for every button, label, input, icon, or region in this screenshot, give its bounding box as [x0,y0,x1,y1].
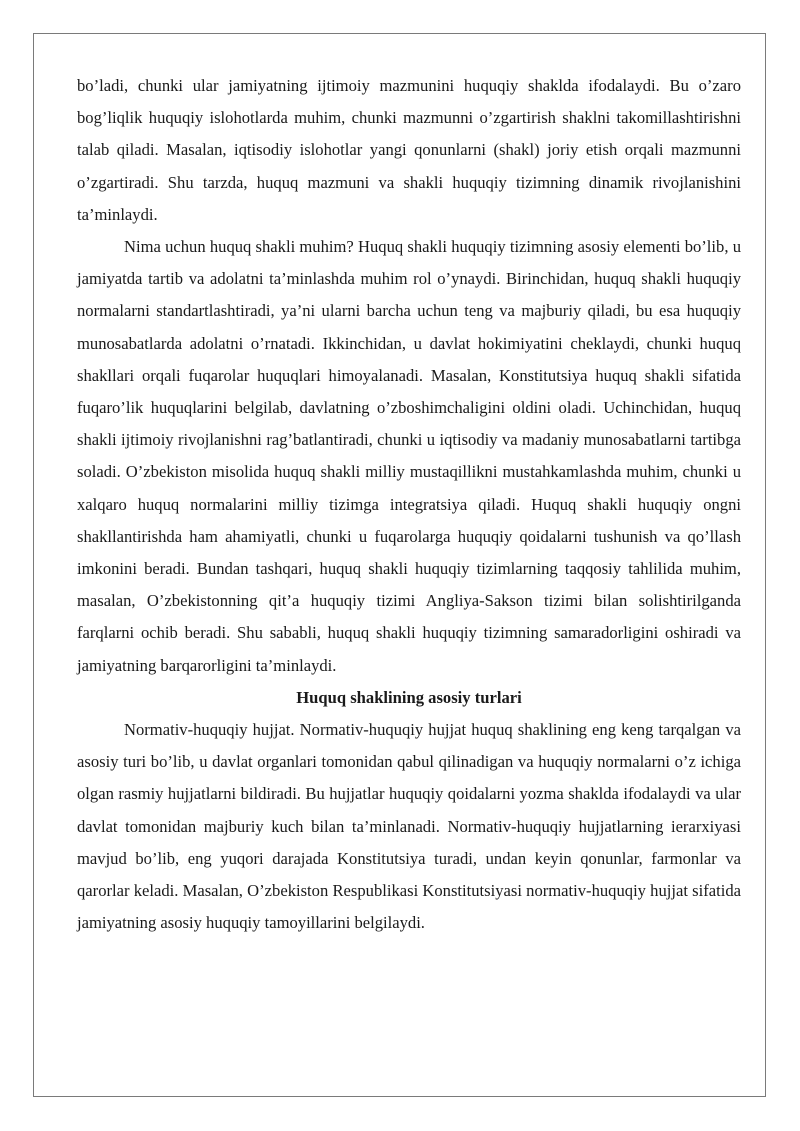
document-body [77,70,741,939]
section-heading: Huquq shaklining asosiy turlari [296,687,522,707]
paragraph-continuation: bo’ladi, chunki ular jamiyatning ijtimoiy mazmunini huquqiy shaklda ifodalaydi. Bu o’zaro bog’liqlik huquqiy islohotlarda muhim, chunki mazmunni o’zgartirish shaklni takomillashtirishni talab qiladi. Masalan, iqtisodiy islohotlar yangi qonunlarni (shakl) joriy etish orqali mazmunni o’zgartiradi. Shu tarzda, huquq mazmuni va shakli huquqiy tizimning dinamik rivojlanishini ta’minlaydi. [77,76,741,224]
paragraph-why-form-matters: Nima uchun huquq shakli muhim? Huquq shakli huquqiy tizimning asosiy elementi bo’lib, u jamiyatda tartib va adolatni ta’minlashda muhim rol o’ynaydi. Birinchidan, huquq shakli huquqiy normalarni standartlashtiradi, ya’ni ularni barcha uchun teng va majburiy qiladi, bu esa huquqiy munosabatlarda adolatni o’rnatadi. Ikkinchidan, u davlat hokimiyatini cheklaydi, chunki huquq shakllari orqali fuqarolar huquqlari himoyalanadi. Masalan, Konstitutsiya huquq shakli sifatida fuqaro’lik huquqlarini belgilab, davlatning o’zboshimchaligini oldini oladi. Uchinchidan, huquq shakli ijtimoiy rivojlanishni rag’batlantiradi, chunki u iqtisodiy va madaniy munosabatlarni tartibga soladi. O’zbekiston misolida huquq shakli milliy mustaqillikni mustahkamlashda muhim, chunki u xalqaro huquq normalarini milliy tizimga integratsiya qiladi. Huquq shakli huquqiy ongni shakllantirishda ham ahamiyatli, chunki u fuqarolarga huquqiy qoidalarni tushunish va qo’llash imkonini beradi. Bundan tashqari, huquq shakli huquqiy tizimlarning taqqosiy tahlilida muhim, masalan, O’zbekistonning qit’a huquqiy tizimi Angliya-Sakson tizimi bilan solishtirilganda farqlarni ochib beradi. Shu sababli, huquq shakli huquqiy tizimning samaradorligini oshiradi va jamiyatning barqarorligini ta’minlaydi. [77,237,741,675]
paragraph-normative-act: Normativ-huquqiy hujjat. Normativ-huquqiy hujjat huquq shaklining eng keng tarqalgan va asosiy turi bo’lib, u davlat organlari tomonidan qabul qilinadigan va huquqiy normalarni o’z ichiga olgan rasmiy hujjatlarni bildiradi. Bu hujjatlar huquqiy qoidalarni yozma shaklda ifodalaydi va ular davlat tomonidan majburiy kuch bilan ta’minlanadi. Normativ-huquqiy hujjatlarning ierarxiyasi mavjud bo’lib, eng yuqori darajada Konstitutsiya turadi, undan keyin qonunlar, farmonlar va qarorlar keladi. Masalan, O’zbekiston Respublikasi Konstitutsiyasi normativ-huquqiy hujjat sifatida jamiyatning asosiy huquqiy tamoyillarini belgilaydi. [77,720,741,933]
